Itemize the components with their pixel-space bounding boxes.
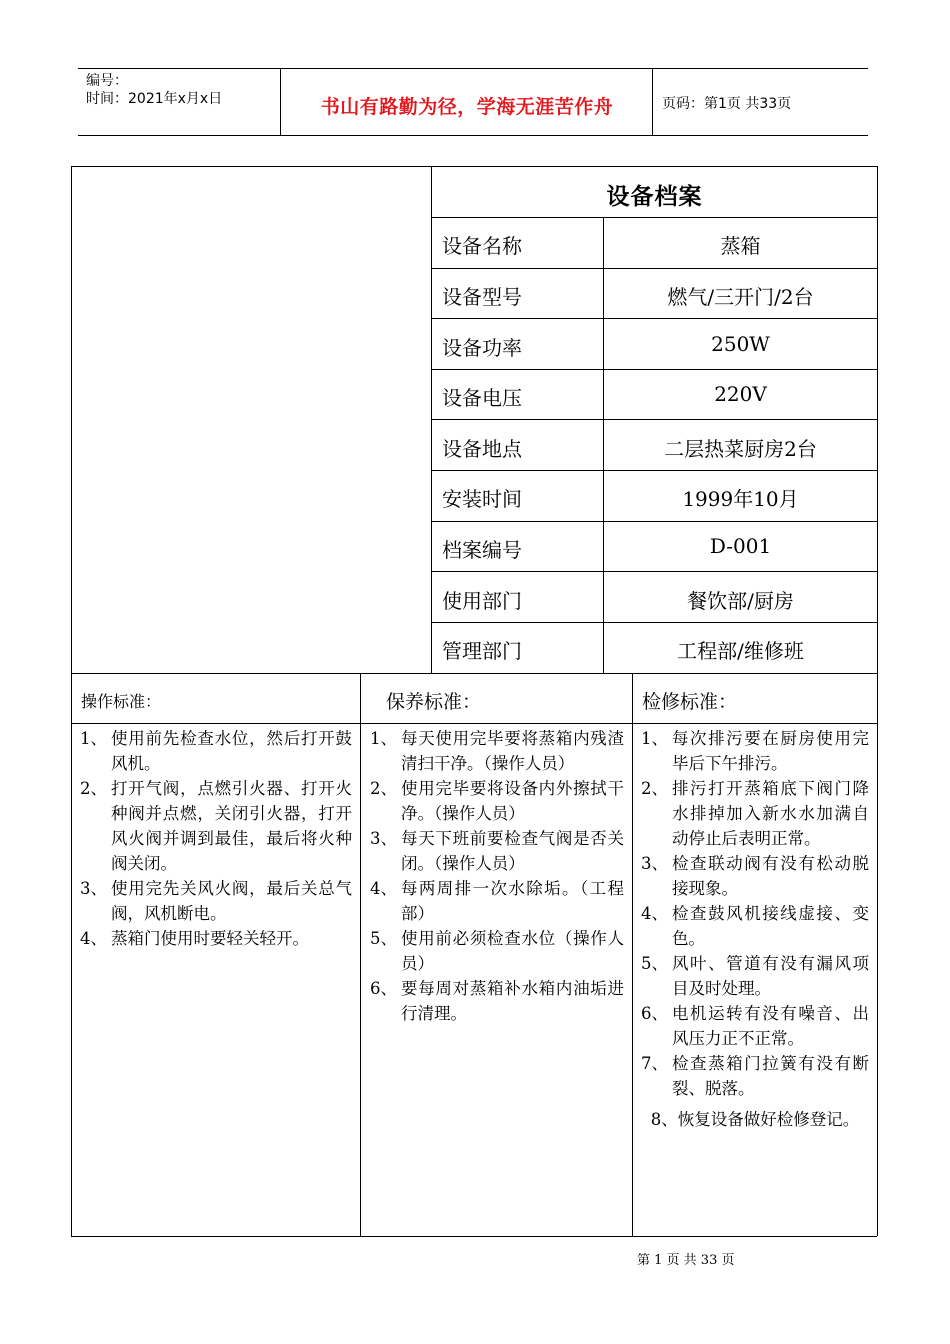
- frame-top: [71, 166, 877, 167]
- row-label-device-model: 设备型号: [442, 285, 522, 309]
- list-item: 6、 要每周对蒸箱补水箱内油垢进行清理。: [370, 979, 624, 1023]
- list-item: 2、 排污打开蒸箱底下阀门降水排掉加入新水水加满自动停止后表明正常。: [641, 779, 869, 848]
- list-item: 1、 每次排污要在厨房使用完毕后下午排污。: [641, 729, 869, 773]
- header-top-rule: [78, 68, 868, 69]
- row-value-device-model: 燃气/三开门/2台: [667, 285, 814, 309]
- repair-standard-heading: 检修标准：: [642, 691, 738, 713]
- info-row-line: [431, 571, 877, 572]
- info-row-line: [431, 217, 877, 218]
- row-value-device-location: 二层热菜厨房2台: [664, 437, 817, 461]
- header-divider-left: [280, 68, 281, 136]
- frame-right: [877, 166, 878, 1236]
- list-item: 4、 检查鼓风机接线虚接、变色。: [641, 904, 869, 948]
- list-item: 3、 检查联动阀有没有松动脱接现象。: [641, 854, 869, 898]
- list-item: 2、 打开气阀，点燃引火器、打开火种阀并点燃，关闭引火器，打开风火阀并调到最佳，最后将火种阀关闭。: [80, 779, 352, 873]
- list-item: 2、 使用完毕要将设备内外擦拭干净。（操作人员）: [370, 779, 624, 823]
- info-row-line: [431, 470, 877, 471]
- standards-top-line: [71, 673, 877, 674]
- row-label-device-voltage: 设备电压: [442, 386, 522, 410]
- info-row-line: [431, 419, 877, 420]
- list-item: 4、 每两周排一次水除垢。（工程部）: [370, 879, 624, 923]
- row-value-device-power: 250W: [711, 332, 770, 356]
- row-label-install-time: 安装时间: [442, 487, 522, 511]
- frame-bottom: [71, 1236, 877, 1237]
- list-item: 8、恢复设备做好检修登记。: [650, 1110, 860, 1129]
- info-row-line: [431, 268, 877, 269]
- row-value-archive-number: D-001: [709, 534, 772, 558]
- row-label-device-name: 设备名称: [442, 234, 522, 258]
- page-footer: 第 1 页 共 33 页: [637, 1253, 735, 1268]
- row-label-archive-number: 档案编号: [442, 538, 522, 562]
- row-value-device-name: 蒸箱: [720, 234, 761, 258]
- header-number-label: 编号：: [86, 73, 128, 89]
- maintenance-standard-list: [370, 726, 624, 1026]
- list-item: 1、 使用前先检查水位，然后打开鼓风机。: [80, 729, 352, 773]
- header-page-label: 页码：第1页 共33页: [662, 96, 792, 112]
- info-row-line: [431, 622, 877, 623]
- row-label-device-power: 设备功率: [442, 336, 522, 360]
- row-label-management-department: 管理部门: [442, 639, 522, 663]
- row-value-user-department: 餐饮部/厨房: [687, 589, 794, 613]
- list-item: 1、 每天使用完毕要将蒸箱内残渣清扫干净。（操作人员）: [370, 729, 624, 773]
- operation-standard-heading: 操作标准：: [81, 692, 162, 711]
- header-bottom-rule: [78, 135, 868, 136]
- standards-head-line: [71, 723, 877, 724]
- row-label-device-location: 设备地点: [442, 437, 522, 461]
- list-item: 3、 使用完先关风火阀，最后关总气阀，风机断电。: [80, 879, 352, 923]
- row-value-device-voltage: 220V: [714, 382, 767, 406]
- info-row-line: [431, 369, 877, 370]
- list-item: 7、 检查蒸箱门拉簧有没有断裂、脱落。: [641, 1054, 869, 1098]
- list-item: 6、 电机运转有没有噪音、出风压力正不正常。: [641, 1004, 869, 1048]
- row-value-management-department: 工程部/维修班: [677, 639, 804, 663]
- header-motto: 书山有路勤为径，学海无涯苦作舟: [320, 96, 614, 118]
- standards-divider-2: [632, 673, 633, 1236]
- row-label-user-department: 使用部门: [442, 589, 522, 613]
- standards-divider-1: [360, 673, 361, 1236]
- row-value-install-time: 1999年10月: [682, 487, 799, 511]
- list-item: 4、 蒸箱门使用时要轻关轻开。: [80, 929, 309, 948]
- frame-left: [71, 166, 72, 1236]
- header-divider-right: [652, 68, 653, 136]
- info-row-line: [431, 318, 877, 319]
- list-item: 5、 使用前必须检查水位（操作人员）: [370, 929, 624, 973]
- header-time-label: 时间：2021年x月x日: [86, 91, 223, 107]
- repair-standard-list: [641, 726, 869, 1138]
- maintenance-standard-heading: 保养标准：: [386, 691, 482, 713]
- operation-standard-list: [80, 726, 352, 951]
- list-item: 5、 风叶、管道有没有漏风项目及时处理。: [641, 954, 869, 998]
- list-item: 3、 每天下班前要检查气阀是否关闭。（操作人员）: [370, 829, 624, 873]
- form-title: 设备档案: [606, 184, 703, 210]
- info-row-line: [431, 521, 877, 522]
